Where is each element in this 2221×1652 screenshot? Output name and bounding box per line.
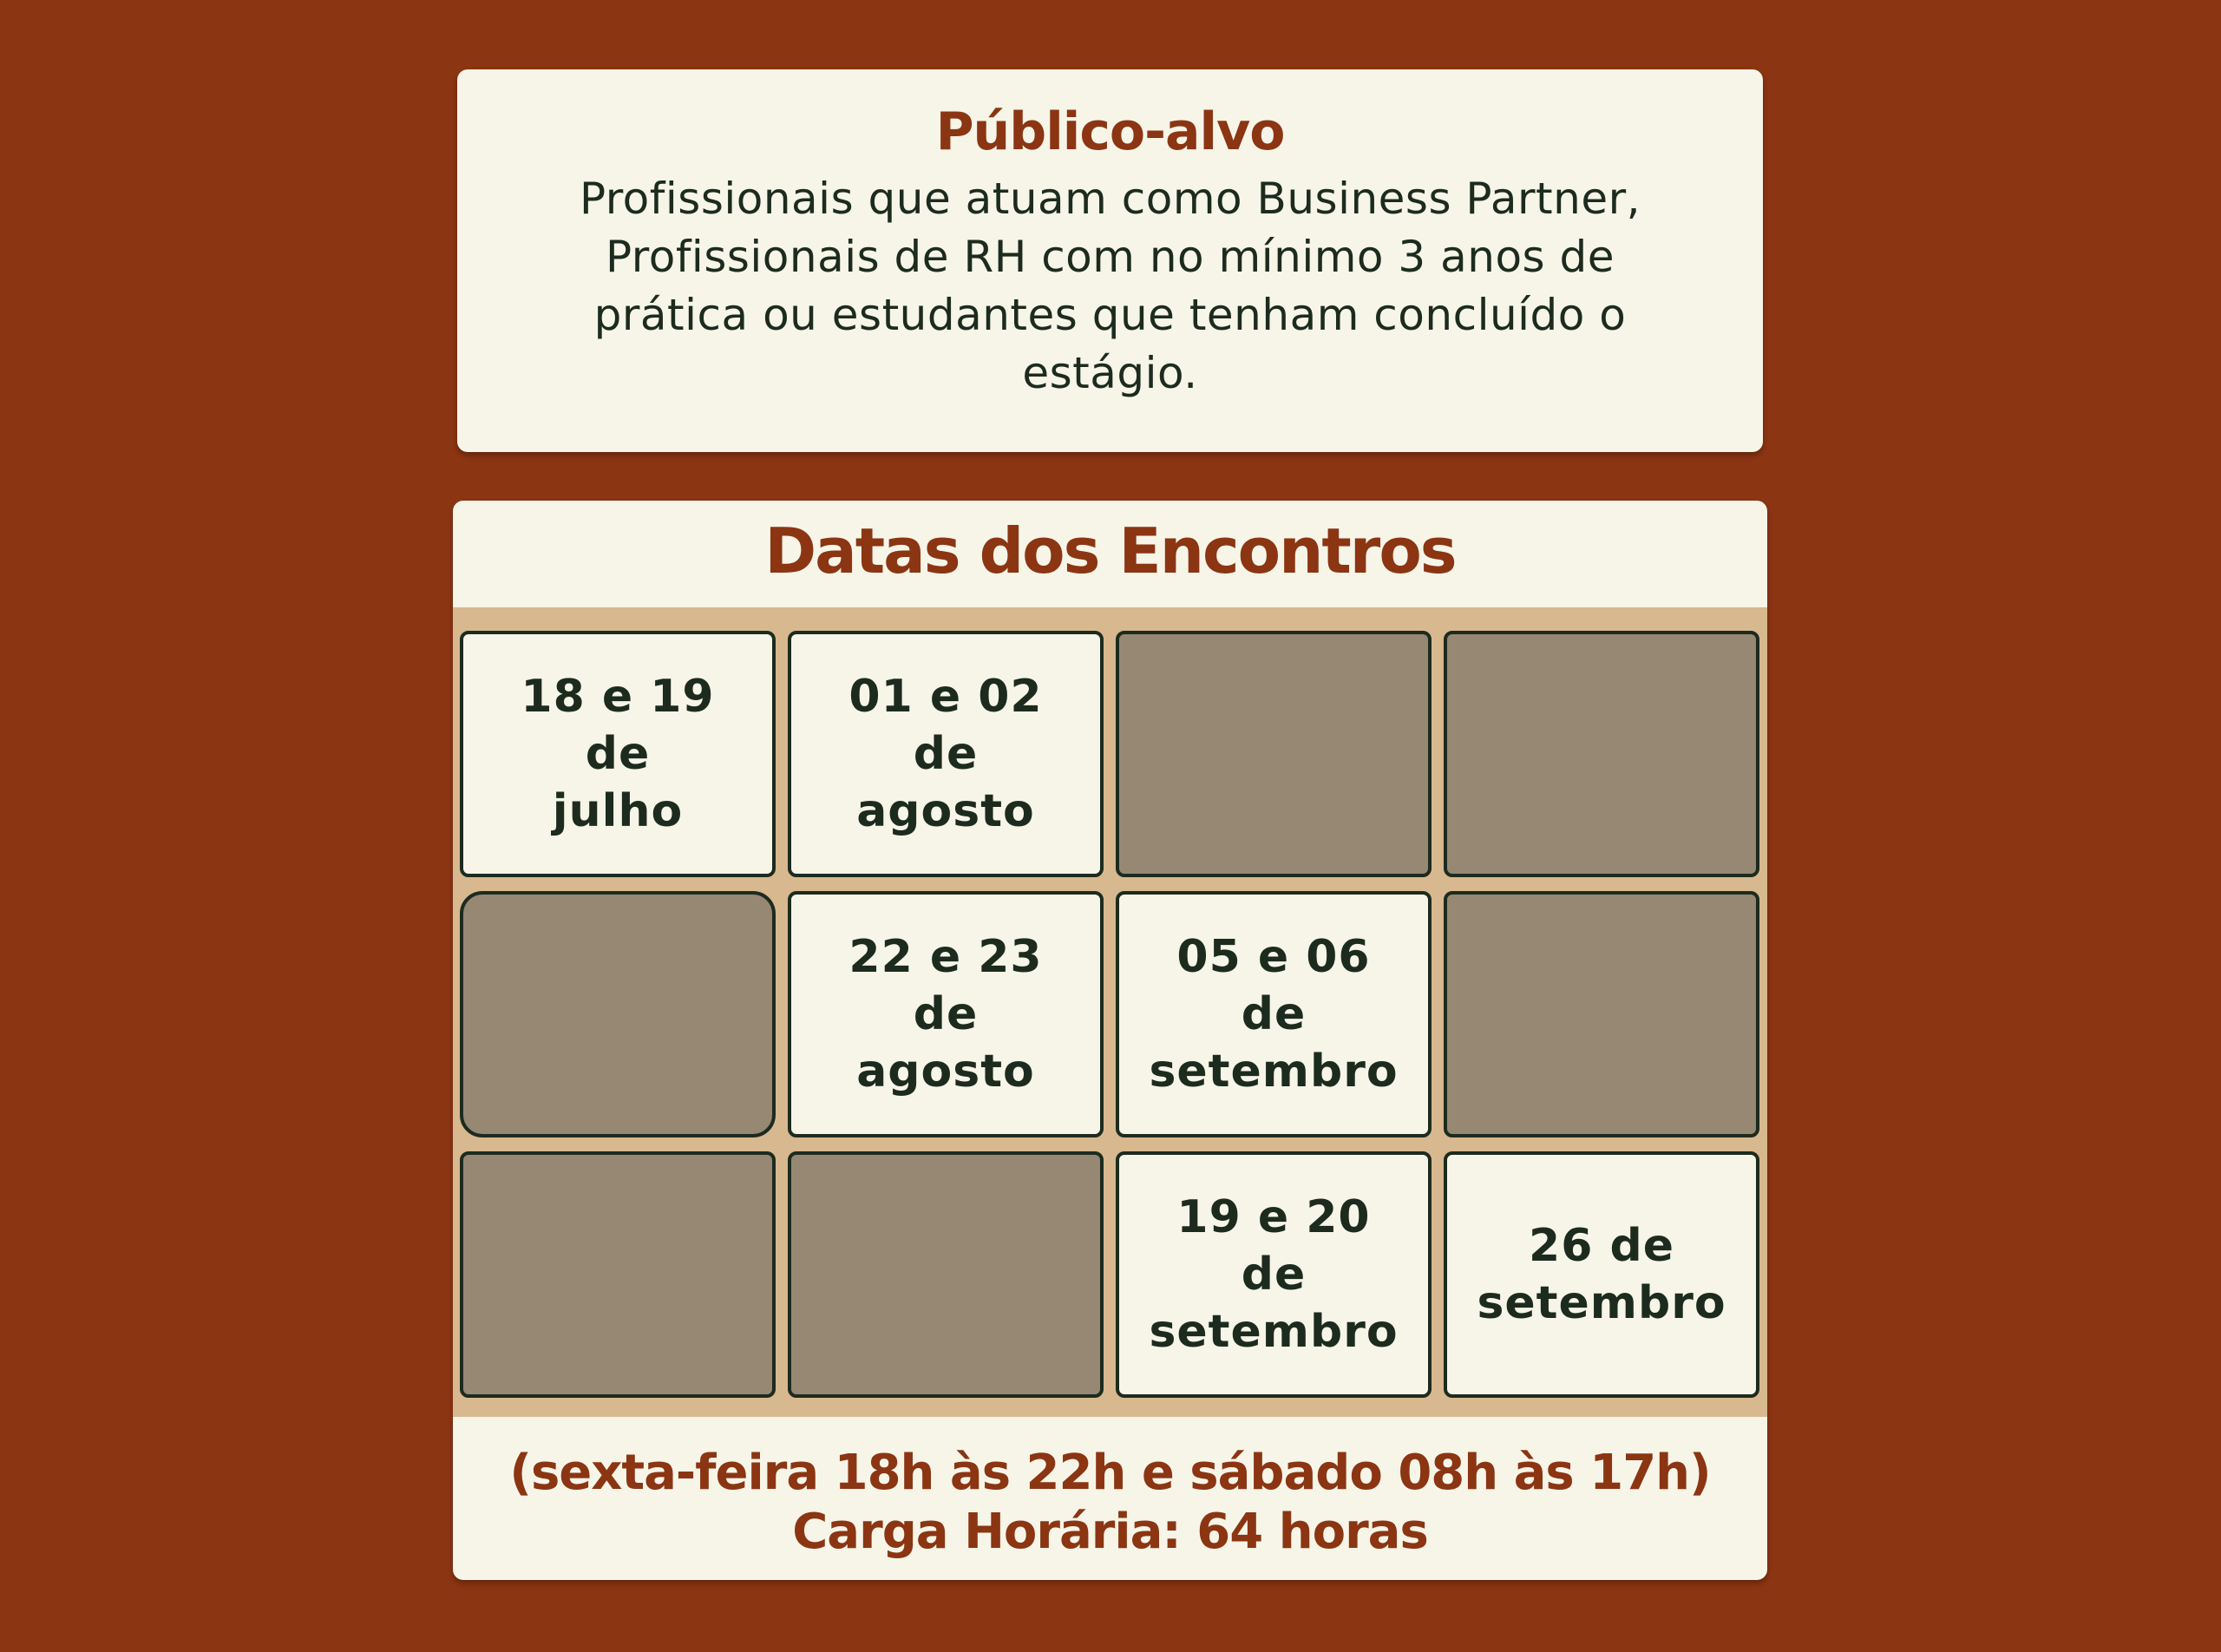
date-cell-12 — [1444, 1151, 1759, 1398]
date-cell-4 — [1444, 631, 1759, 877]
date-cell-text: 26 de setembro — [1477, 1220, 1726, 1329]
date-cell-text: 01 e 02 de agosto — [848, 671, 1043, 837]
dates-card — [453, 501, 1767, 1580]
date-cell-3 — [1116, 631, 1432, 877]
date-cell-7 — [1116, 891, 1432, 1137]
date-cell-5 — [460, 891, 776, 1137]
date-cell-text: 05 e 06 de setembro — [1149, 931, 1399, 1098]
date-cell-10 — [788, 1151, 1104, 1398]
date-cell-text: 18 e 19 de julho — [521, 671, 715, 837]
date-cell-1 — [460, 631, 776, 877]
audience-description: Profissionais que atuam como Business Partner, Profissionais de RH com no mínimo 3 anos de prática ou estudantes que tenham concluído o estágio. — [579, 174, 1641, 398]
date-cell-6 — [788, 891, 1104, 1137]
date-cell-8 — [1444, 891, 1759, 1137]
workload: Carga Horária: 64 horas — [792, 1504, 1428, 1560]
schedule-info — [453, 1444, 1767, 1562]
date-cell-11 — [1116, 1151, 1432, 1398]
schedule-hours: (sexta-feira 18h às 22h e sábado 08h às 17h) — [509, 1445, 1711, 1501]
audience-card — [457, 69, 1763, 452]
dates-grid — [460, 631, 1759, 1398]
date-cell-2 — [788, 631, 1104, 877]
dates-grid-band — [453, 607, 1767, 1417]
date-cell-9 — [460, 1151, 776, 1398]
date-cell-text: 19 e 20 de setembro — [1149, 1191, 1399, 1358]
dates-title: Datas dos Encontros — [764, 515, 1456, 587]
audience-title: Público-alvo — [935, 102, 1285, 162]
date-cell-text: 22 e 23 de agosto — [848, 931, 1043, 1098]
